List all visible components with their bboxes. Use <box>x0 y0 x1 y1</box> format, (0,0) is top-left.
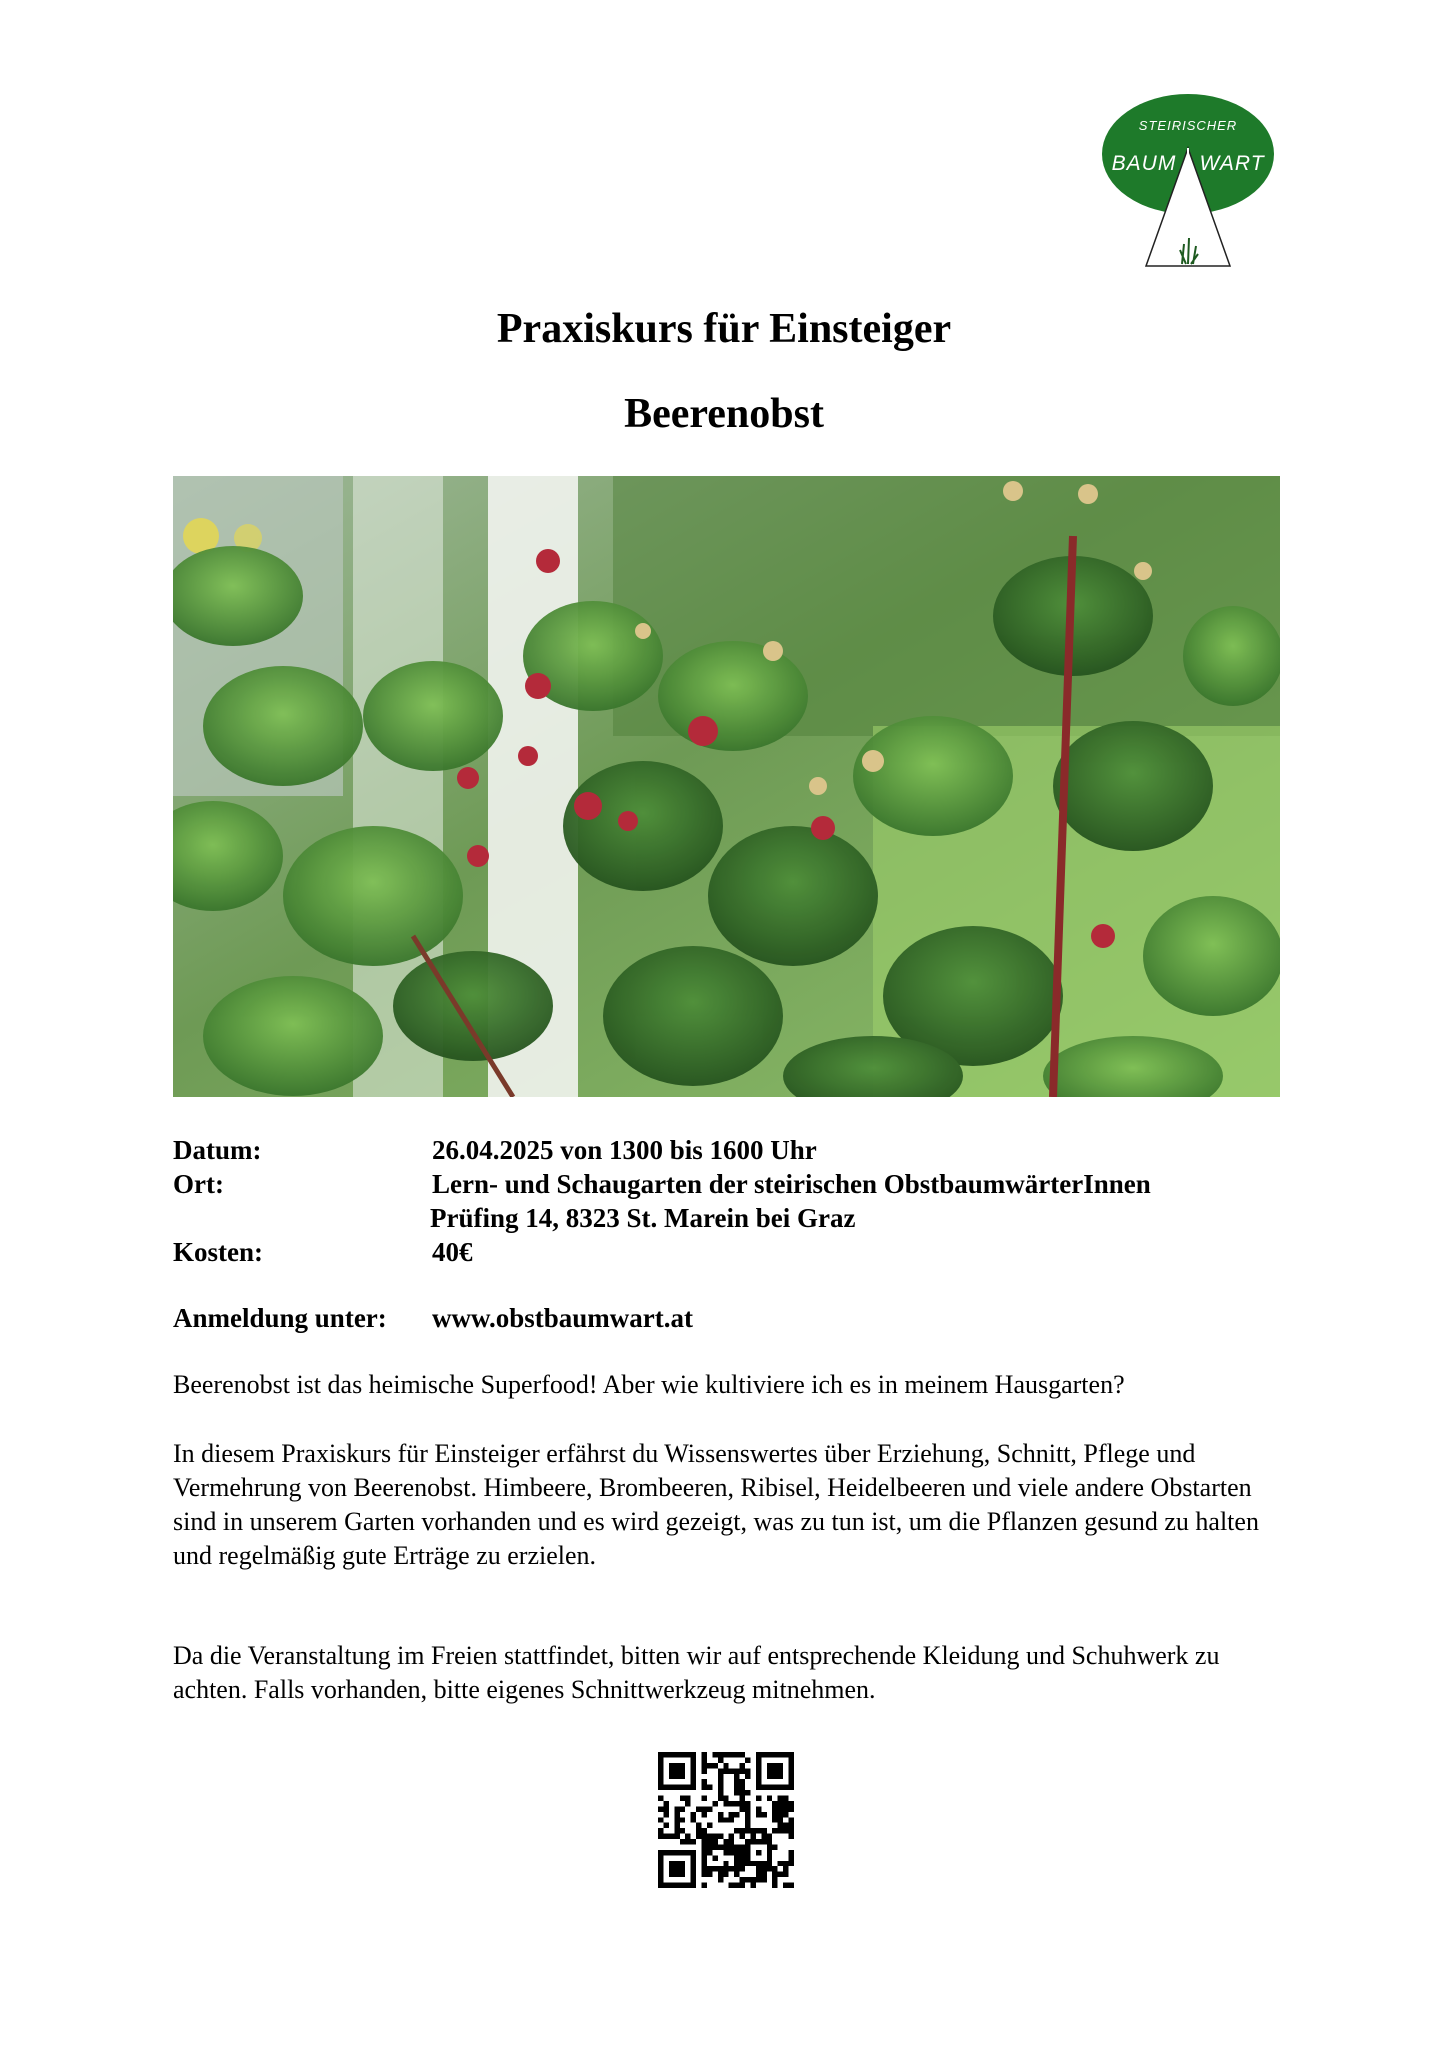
cost-label: Kosten: <box>173 1237 263 1267</box>
notice-paragraph: Da die Veranstaltung im Freien stattfindet, bitten wir auf entsprechende Kleidung und Schuhwerk zu achten. Falls vorhanden, bitte eigenes Schnittwerkzeug mitnehmen. <box>173 1641 1220 1704</box>
registration-row <box>173 1301 693 1335</box>
cost-value: 40€ <box>432 1237 473 1267</box>
cost-row <box>173 1235 1151 1269</box>
place-value-line2: Prüfing 14, 8323 St. Marein bei Graz <box>430 1203 856 1233</box>
date-row <box>173 1133 1151 1167</box>
page-subtitle: Beerenobst <box>624 391 824 437</box>
registration-label: Anmeldung unter: <box>173 1303 387 1333</box>
logo-text-top: STEIRISCHER <box>1138 118 1238 133</box>
place-row <box>173 1167 1151 1201</box>
body-paragraph: In diesem Praxiskurs für Einsteiger erfährst du Wissenswertes über Erziehung, Schnitt, Pflege und Vermehrung von Beerenobst. Himbeere, Brombeeren, Ribisel, Heidelbeeren und viele andere Obstarten sind in unserem Garten vorhanden und es wird gezeigt, was zu tun ist, um die Pflanzen gesund zu halten und regelmäßig gute Erträge zu erzielen. <box>173 1439 1259 1570</box>
course-details <box>173 1133 1151 1269</box>
place-label: Ort: <box>173 1169 224 1199</box>
qr-code-icon[interactable] <box>658 1752 794 1888</box>
intro-paragraph: Beerenobst ist das heimische Superfood! Aber wie kultiviere ich es in meinem Hausgarten? <box>173 1370 1125 1399</box>
date-label: Datum: <box>173 1135 262 1165</box>
place-value-line1: Lern- und Schaugarten der steirischen ObstbaumwärterInnen <box>432 1169 1151 1199</box>
logo-text-left: BAUM <box>1111 152 1177 175</box>
date-value: 26.04.2025 von 1300 bis 1600 Uhr <box>432 1135 817 1165</box>
logo <box>1098 88 1278 270</box>
page-title: Praxiskurs für Einsteiger <box>496 306 952 352</box>
logo-text-right: WART <box>1199 152 1265 175</box>
raspberry-bush-photo <box>173 476 1280 1097</box>
registration-link[interactable]: www.obstbaumwart.at <box>432 1303 694 1333</box>
